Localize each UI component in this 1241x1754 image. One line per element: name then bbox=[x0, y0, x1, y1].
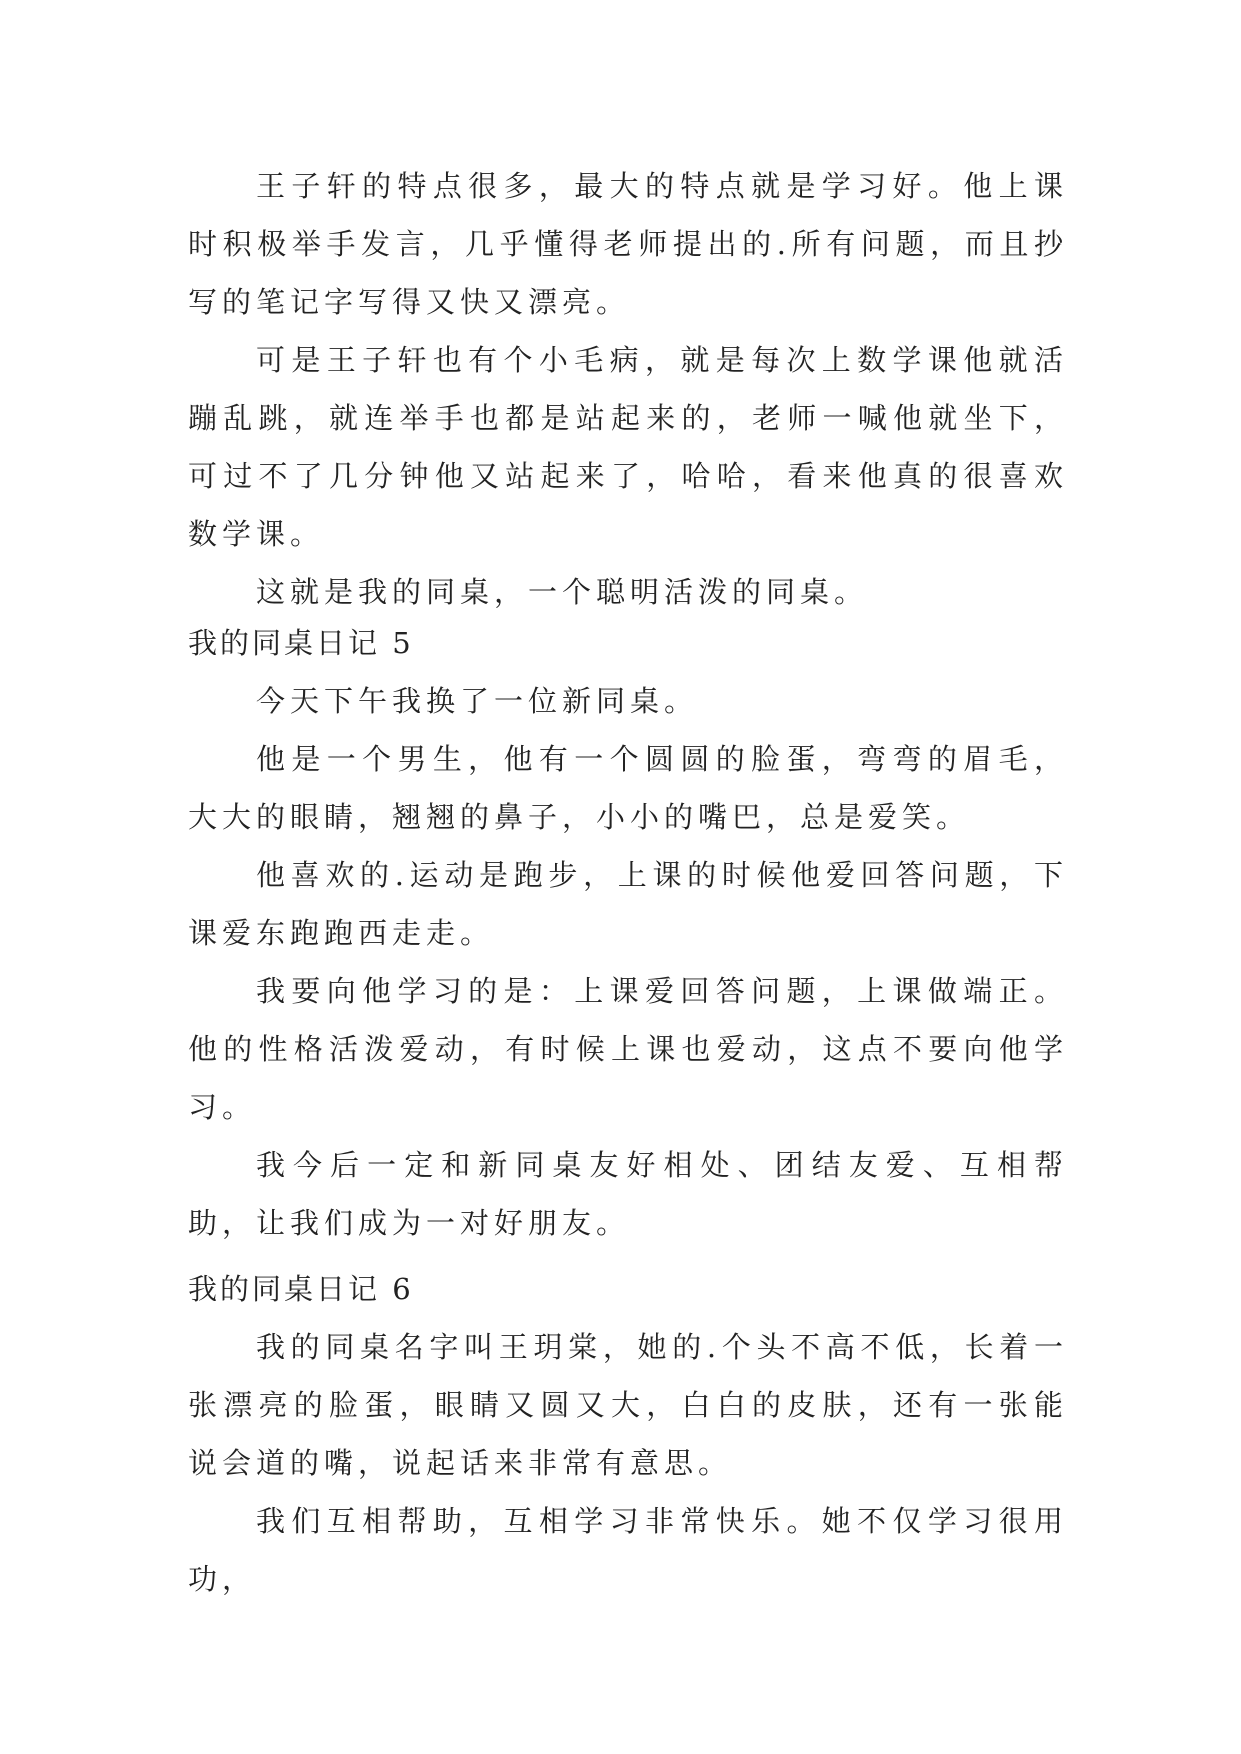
paragraph: 可是王子轩也有个小毛病，就是每次上数学课他就活蹦乱跳，就连举手也都是站起来的，老师一喊他就坐下，可过不了几分钟他又站起来了，哈哈，看来他真的很喜欢数学课。 bbox=[188, 343, 1068, 551]
diary-section-5 bbox=[188, 614, 1068, 1252]
section-heading: 我的同桌日记 6 bbox=[188, 1272, 414, 1306]
paragraph: 我的同桌名字叫王玥棠，她的.个头不高不低，长着一张漂亮的脸蛋，眼睛又圆又大，白白的皮肤，还有一张能说会道的嘴，说起话来非常有意思。 bbox=[188, 1330, 1068, 1480]
section-heading: 我的同桌日记 5 bbox=[188, 626, 414, 660]
paragraph: 今天下午我换了一位新同桌。 bbox=[256, 684, 699, 718]
paragraph: 我们互相帮助，互相学习非常快乐。她不仅学习很用功， bbox=[188, 1504, 1068, 1596]
paragraph: 他是一个男生，他有一个圆圆的脸蛋，弯弯的眉毛，大大的眼睛，翘翘的鼻子，小小的嘴巴，总是爱笑。 bbox=[188, 742, 1068, 834]
diary-section-6 bbox=[188, 1260, 1068, 1608]
paragraph: 王子轩的特点很多，最大的特点就是学习好。他上课时积极举手发言，几乎懂得老师提出的.所有问题，而且抄写的笔记字写得又快又漂亮。 bbox=[188, 169, 1068, 319]
paragraph: 我今后一定和新同桌友好相处、团结友爱、互相帮助，让我们成为一对好朋友。 bbox=[188, 1148, 1068, 1240]
diary-section-4-continued bbox=[188, 157, 1068, 621]
paragraph: 我要向他学习的是：上课爱回答问题，上课做端正。他的性格活泼爱动，有时候上课也爱动，这点不要向他学习。 bbox=[188, 974, 1068, 1124]
paragraph: 这就是我的同桌，一个聪明活泼的同桌。 bbox=[256, 575, 869, 609]
paragraph: 他喜欢的.运动是跑步，上课的时候他爱回答问题，下课爱东跑跑西走走。 bbox=[188, 858, 1068, 950]
